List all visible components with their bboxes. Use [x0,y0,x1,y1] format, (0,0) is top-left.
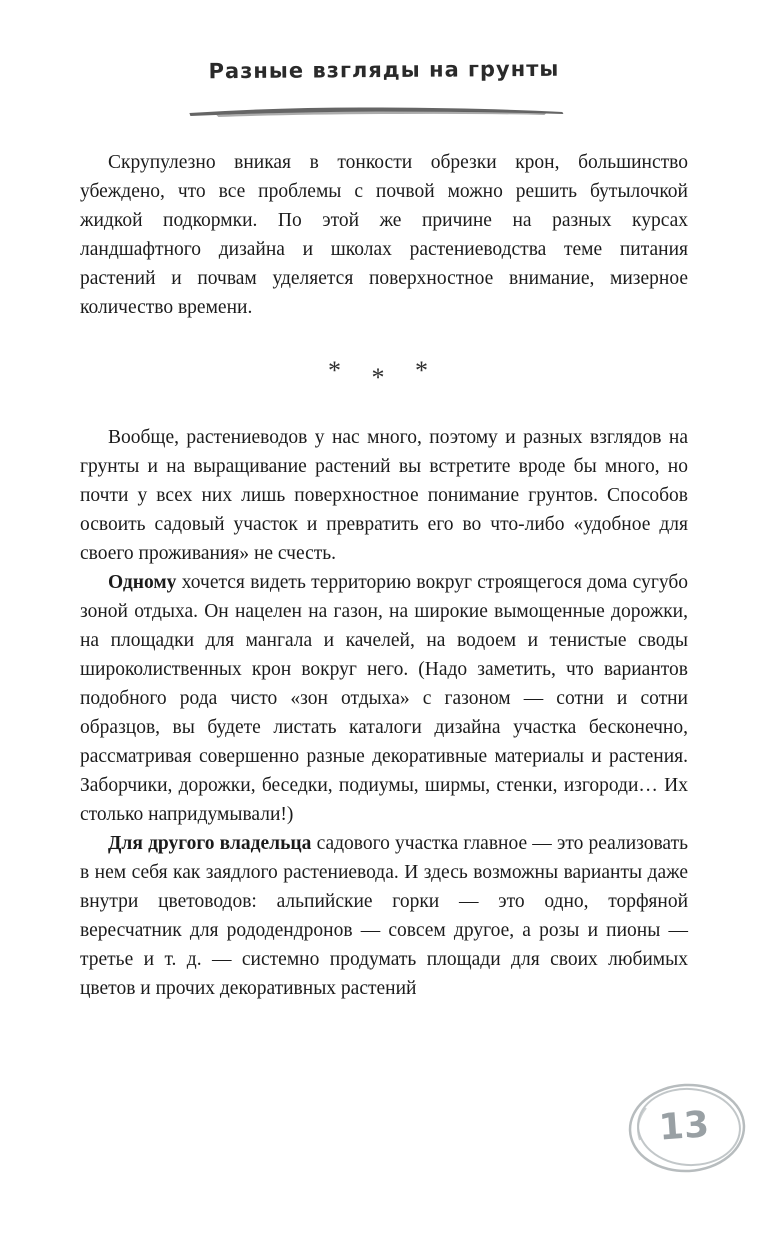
page-content [80,148,688,1003]
brush-stroke-icon [186,103,566,121]
asterisk-icon: * [328,356,353,385]
paragraph-1: Скрупулезно вникая в тонкости обрезки крон, большинство убеждено, что все проблемы с почвой можно решить бутылочкой жидкой подкормки. По этой же причине на разных курсах ландшафтного дизайна и школах растениеводства теме питания растений и почвам уделяется поверхностное внимание, мизерное количество времени. [80,152,688,318]
section-separator [80,356,688,392]
paragraph-3-text: хочется видеть территорию вокруг строящегося дома сугубо зоной отдыха. Он нацелен на газон, на широкие вымощенные дорожки, на площадки для мангала и качелей, на водоем и тенистые своды широколиственных крон вокруг него. (Надо заметить, что вариантов подобного рода чисто «зон отдыха» с газоном — сотни и сотни образцов, вы будете листать каталоги дизайна участка бесконечно, рассматривая совершенно разные декоративные материалы и растения. Заборчики, дорожки, беседки, подиумы, ширмы, стенки, изгороди… Их столько напридумывали!) [80,572,688,825]
asterisk-icon: * [415,356,440,385]
paragraph-4 [80,829,688,1003]
chapter-header: Разные взгляды на грунты [208,56,560,84]
paragraph-3-lead: Одному [108,572,177,593]
paragraph-2: Вообще, растениеводов у нас много, поэтому и разных взглядов на грунты и на выращивание растений вы встретите вроде бы много, но почти у всех них лишь поверхностное понимание грунтов. Способов освоить садовый участок и превратить его во что-либо «удобное для своего проживания» не счесть. [80,427,688,564]
paragraph-4-lead: Для другого владельца [108,833,312,854]
page-number: 13 [657,1104,711,1149]
page-number-badge [626,1078,750,1178]
paragraph-3 [80,568,688,829]
paragraph-4-text: садового участка главное — это реализовать в нем себя как заядлого растениевода. И здесь возможны варианты даже внутри цветоводов: альпийские горки — это одно, торфяной вересчатник для рододендронов — совсем другое, а розы и пионы — третье и т. д. — системно продумать площади для своих любимых цветов и прочих декоративных растений [80,833,688,999]
asterisk-icon: * [371,363,397,392]
header-underline-stroke [186,103,566,121]
